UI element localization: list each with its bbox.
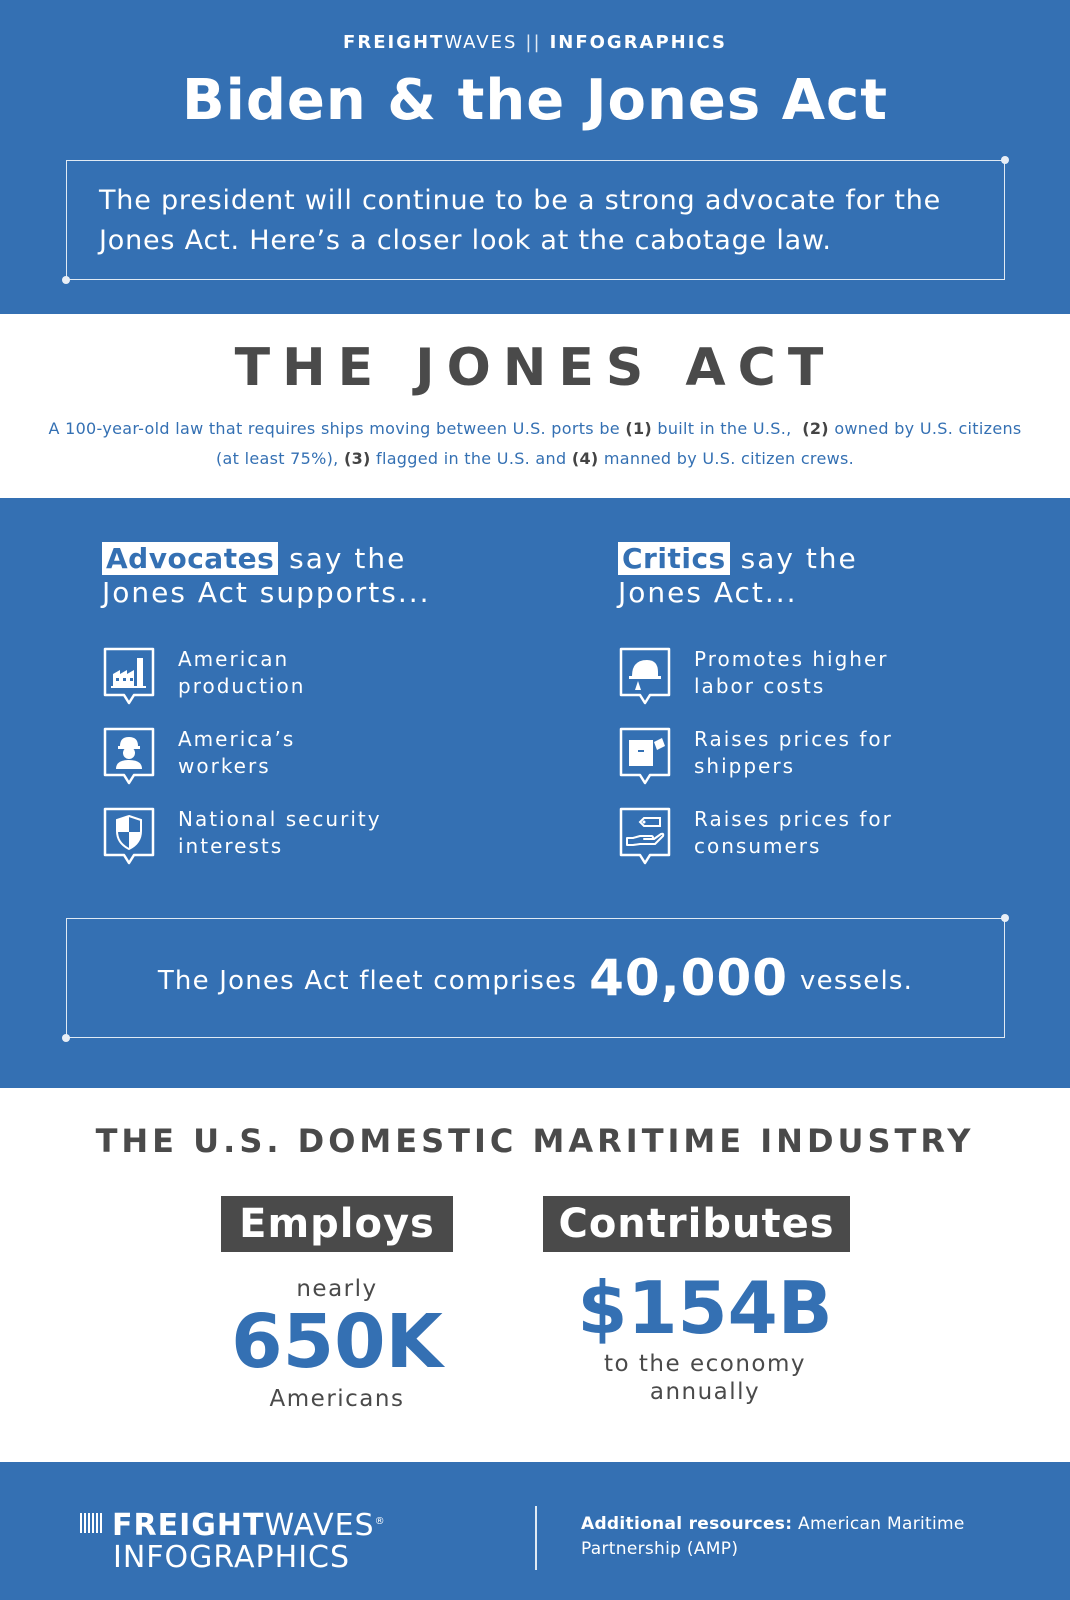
freightwaves-logo: FREIGHTWAVES® INFOGRAPHICS	[80, 1506, 385, 1574]
fleet-number: 40,000	[589, 949, 789, 1007]
employs-number: 650K	[231, 1299, 443, 1385]
header-section	[0, 0, 1070, 314]
contributes-suffix: to the economy annually	[604, 1351, 806, 1405]
item-label: American production	[178, 647, 306, 698]
hardhat-icon	[618, 646, 672, 708]
shield-icon	[102, 806, 156, 868]
additional-resources: Additional resources: American Maritime Partnership (AMP)	[581, 1514, 965, 1559]
critic-item	[618, 806, 1058, 876]
contributes-number: $154B	[577, 1266, 833, 1350]
debate-section	[0, 498, 1070, 1088]
critic-item	[618, 726, 1058, 796]
logo-subtitle: INFOGRAPHICS	[113, 1540, 351, 1575]
employs-tag: Employs	[221, 1196, 453, 1252]
fleet-statement: The Jones Act fleet comprises 40,000 vessels.	[157, 949, 914, 1007]
footer-section	[0, 1462, 1070, 1600]
brand-line	[0, 32, 1070, 53]
item-label: America’s workers	[178, 727, 296, 778]
section-title: THE JONES ACT	[234, 338, 836, 398]
frame-dot	[62, 276, 70, 284]
footer-divider	[535, 1506, 537, 1570]
hand-price-tag-icon	[618, 806, 672, 868]
item-label: Promotes higher labor costs	[694, 647, 889, 698]
industry-section	[0, 1088, 1070, 1462]
critics-heading: Critics say the Jones Act...	[618, 542, 858, 609]
brand-section: INFOGRAPHICS	[549, 32, 727, 53]
brand-bold: FREIGHT	[343, 32, 445, 53]
barcode-icon	[80, 1513, 104, 1533]
definition-section	[0, 314, 1070, 498]
frame-dot	[1001, 914, 1009, 922]
brand-separator: ||	[525, 32, 542, 53]
employs-suffix: Americans	[269, 1386, 405, 1412]
intro-text: The president will continue to be a strong advocate for the Jones Act. Here’s a closer look at the cabotage law.	[99, 185, 942, 256]
section-title: THE U.S. DOMESTIC MARITIME INDUSTRY	[95, 1122, 975, 1160]
employs-prefix: nearly	[296, 1276, 378, 1302]
advocate-item	[102, 806, 542, 876]
critics-column	[618, 542, 1058, 858]
worker-icon	[102, 726, 156, 788]
brand-light: WAVES	[444, 32, 518, 53]
frame-dot	[62, 1034, 70, 1042]
intro-frame	[66, 160, 1005, 280]
contributes-tag: Contributes	[543, 1196, 850, 1252]
fleet-frame	[66, 918, 1005, 1038]
box-tag-icon	[618, 726, 672, 788]
advocate-item	[102, 726, 542, 796]
item-label: National security interests	[178, 807, 382, 858]
advocates-column	[102, 542, 542, 858]
advocate-item	[102, 646, 542, 716]
item-label: Raises prices for consumers	[694, 807, 893, 858]
advocates-heading: Advocates say the Jones Act supports...	[102, 542, 431, 609]
page-title: Biden & the Jones Act	[181, 68, 889, 133]
critic-item	[618, 646, 1058, 716]
item-label: Raises prices for shippers	[694, 727, 893, 778]
definition-text: A 100-year-old law that requires ships moving between U.S. ports be (1) built in the U.S., (2) owned by U.S. citizens (at least 75%), (3) flagged in the U.S. and (4) manned by U.S. citizen crews.	[48, 419, 1022, 468]
frame-dot	[1001, 156, 1009, 164]
factory-icon	[102, 646, 156, 708]
